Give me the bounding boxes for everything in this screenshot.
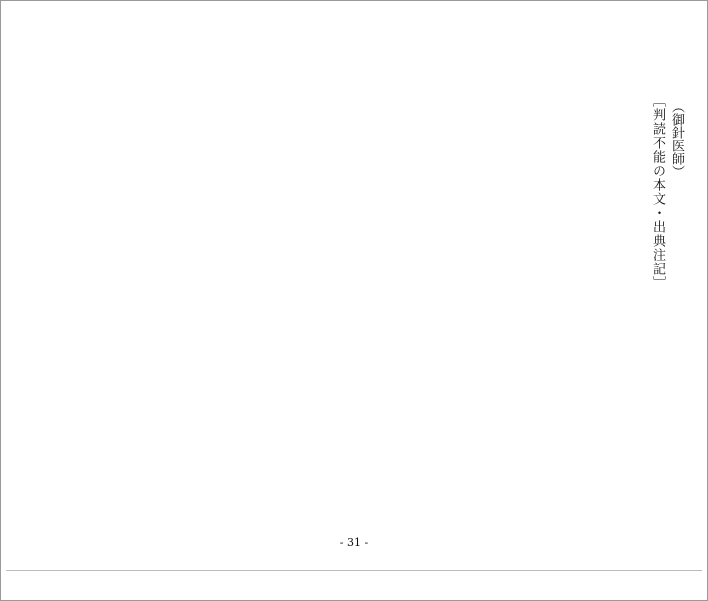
text-column: ［判読不能の本文・出典注記］ <box>650 94 665 290</box>
vertical-text-columns <box>646 94 668 534</box>
page-number: - 31 - <box>339 536 369 549</box>
section-title: （御針医師） <box>669 100 684 178</box>
footer-rule <box>6 570 702 571</box>
